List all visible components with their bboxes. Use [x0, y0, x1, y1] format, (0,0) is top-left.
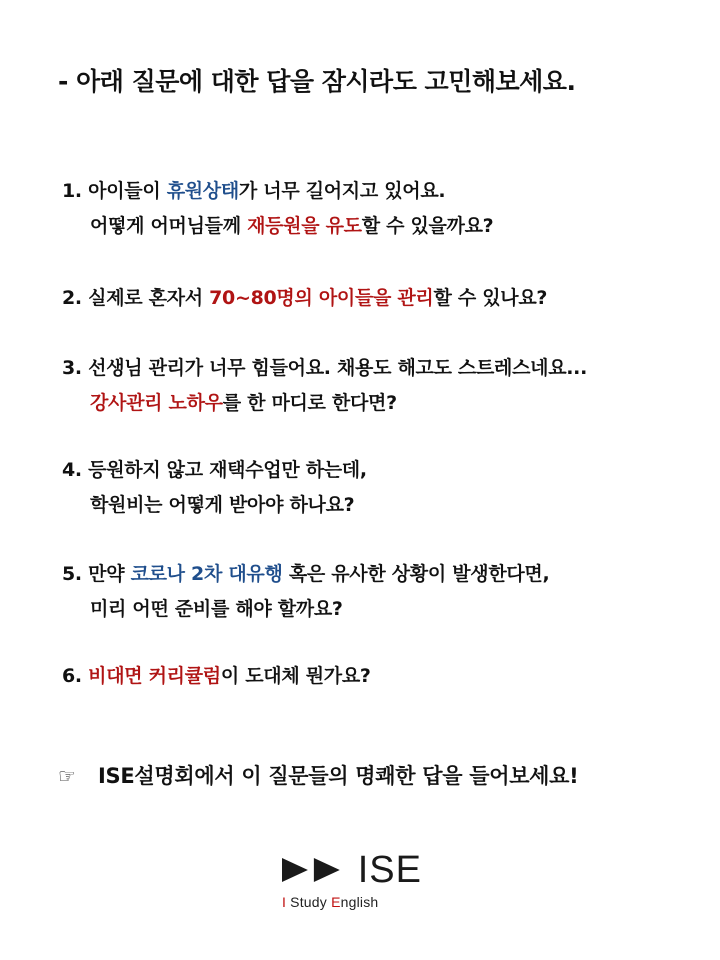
- question-text: 1. 아이들이: [62, 180, 167, 202]
- question-line: [62, 287, 547, 309]
- question-line: [62, 488, 367, 523]
- tagline-text: nglish: [340, 894, 379, 910]
- question-text: 2. 실제로 혼자서: [62, 287, 210, 309]
- logo-wordmark: ISE: [357, 849, 422, 891]
- call-to-action: [58, 760, 578, 790]
- question-text: 4. 등원하지 않고 재택수업만 하는데,: [62, 459, 367, 481]
- question-4: [62, 453, 367, 523]
- pointing-hand-icon: ☞: [58, 764, 76, 788]
- double-play-arrow-icon: [282, 856, 348, 884]
- cta-text: ISE설명회에서 이 질문들의 명쾌한 답을 들어보세요!: [98, 764, 579, 788]
- question-text: 3. 선생님 관리가 너무 힘들어요. 채용도 해고도 스트레스네요...: [62, 357, 588, 379]
- question-line: [62, 459, 367, 481]
- question-line: [62, 180, 445, 202]
- question-line: [62, 386, 587, 421]
- question-line: [62, 665, 371, 687]
- highlighted-text: 70~80명의 아이들을 관리: [209, 287, 434, 309]
- ise-logo: [282, 850, 422, 910]
- question-text: 할 수 있을까요?: [361, 215, 494, 237]
- highlighted-text: 비대면 커리큘럼: [88, 665, 221, 687]
- question-text: 5. 만약: [62, 563, 131, 585]
- question-text: 가 너무 길어지고 있어요.: [238, 180, 446, 202]
- question-3: [62, 351, 587, 421]
- question-line: [62, 209, 493, 244]
- highlighted-text: 재등원을 유도: [247, 215, 362, 237]
- question-5: [62, 557, 549, 627]
- highlighted-text: 코로나 2차 대유행: [130, 563, 283, 585]
- highlighted-text: 휴원상태: [166, 180, 239, 202]
- question-1: [62, 174, 493, 244]
- question-text: 6.: [62, 665, 89, 687]
- question-text: 어떻게 어머님들께: [90, 215, 248, 237]
- question-text: 이 도대체 뭔가요?: [220, 665, 371, 687]
- question-2: [62, 281, 547, 316]
- question-6: [62, 659, 371, 694]
- question-line: [62, 592, 549, 627]
- question-line: [62, 563, 549, 585]
- page-title: - 아래 질문에 대한 답을 잠시라도 고민해보세요.: [58, 67, 576, 96]
- question-text: 혹은 유사한 상황이 발생한다면,: [282, 563, 550, 585]
- question-text: 학원비는 어떻게 받아야 하나요?: [90, 494, 355, 516]
- tagline-text: E: [331, 894, 341, 910]
- logo-mark: [282, 850, 422, 890]
- question-text: 를 한 마디로 한다면?: [222, 392, 397, 414]
- tagline-text: I: [282, 894, 287, 910]
- tagline-text: Study: [286, 894, 332, 910]
- question-line: [62, 357, 587, 379]
- highlighted-text: 강사관리 노하우: [90, 392, 223, 414]
- question-text: 할 수 있나요?: [433, 287, 548, 309]
- logo-tagline: [282, 894, 422, 910]
- question-text: 미리 어떤 준비를 해야 할까요?: [90, 598, 343, 620]
